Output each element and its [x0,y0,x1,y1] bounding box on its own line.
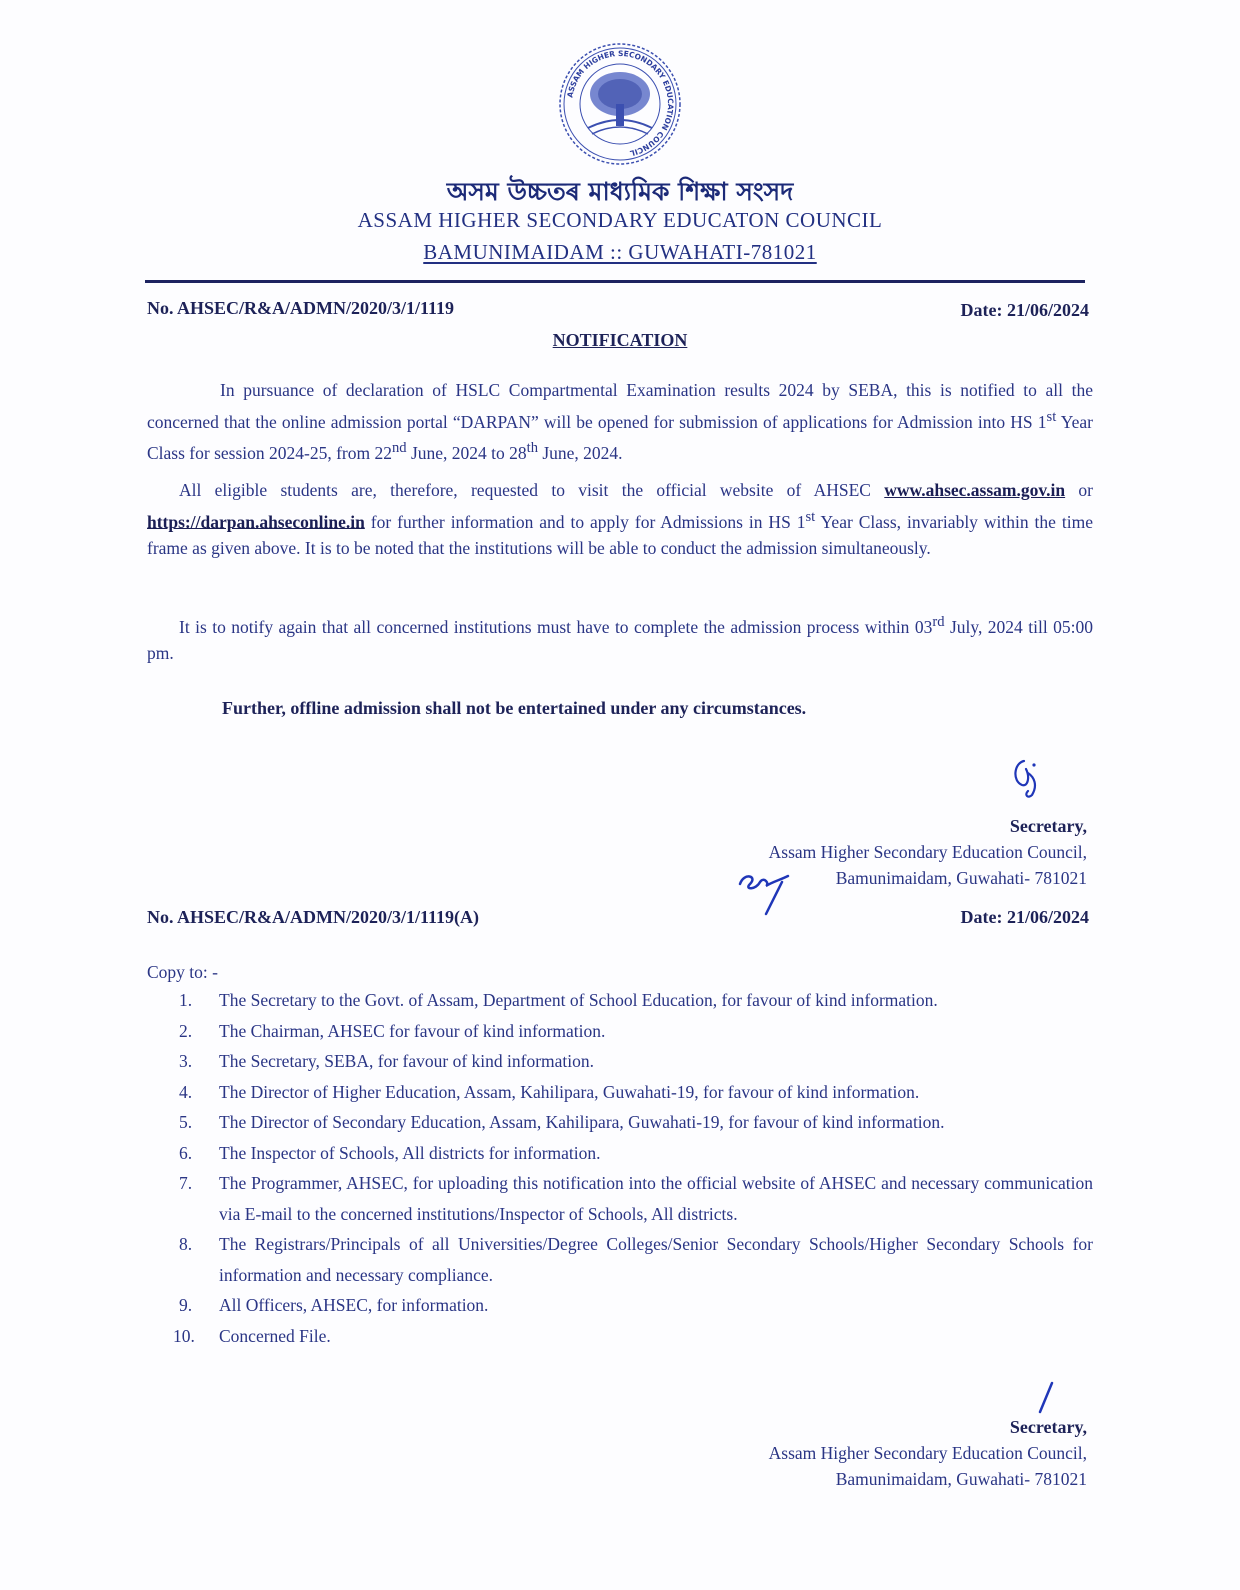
para2-text: or [1065,480,1094,500]
notification-title: NOTIFICATION [552,330,688,350]
endorsement-ref-no: No. AHSEC/R&A/ADMN/2020/3/1/1119(A) [147,907,480,927]
para1-text: Year Class for session 2024-25, from 22 [147,411,1093,463]
copy-list-item [147,1077,1093,1108]
copy-list-item [147,1321,1093,1352]
para2-sup: st [805,508,816,525]
copy-list-text: All Officers, AHSEC, for information. [219,1295,489,1315]
copy-list-item [147,1046,1093,1077]
copy-list-number: 1. [179,990,193,1010]
copy-list-text: The Secretary to the Govt. of Assam, Department of School Education, for favour of kind information. [219,990,938,1010]
council-name-assamese: অসম উচ্চতৰ মাধ্যমিক শিক্ষা সংসদ [446,177,794,206]
para1-sup: nd [391,439,407,456]
copy-list-item [147,1107,1093,1138]
paragraph-3 [147,609,1093,667]
notification-date: Date: 21/06/2024 [960,300,1089,320]
signatory-address: Bamunimaidam, Guwahati- 781021 [835,868,1087,888]
para3-text: It is to notify again that all concerned institutions must have to complete the admission process within 03 [179,616,933,637]
signature-stroke-icon [1036,1380,1056,1416]
paragraph-2 [147,477,1093,561]
para1-text: June, 2024. [537,442,623,463]
notification-ref-no: No. AHSEC/R&A/ADMN/2020/3/1/1119 [147,298,455,318]
copy-list-text: The Director of Higher Education, Assam, Kahilipara, Guwahati-19, for favour of kind information. [219,1081,920,1102]
offline-admission-notice: Further, offline admission shall not be entertained under any circumstances. [222,698,807,718]
copy-list-text: Concerned File. [219,1325,331,1346]
darpan-portal-link[interactable]: https://darpan.ahseconline.in [147,511,365,532]
signature-scribble-icon [1010,755,1050,805]
para3-text: July, 2024 till 05:00 pm. [147,616,1093,664]
para1-text: June, 2024 to 28 [406,442,527,463]
copy-list-number: 3. [179,1051,193,1071]
copy-list-item [147,1168,1093,1229]
copy-list-number: 2. [179,1020,193,1041]
ahsec-logo-icon [558,42,682,166]
initial-scribble-icon [736,868,798,918]
copy-list-text: The Director of Secondary Education, Assam, Kahilipara, Guwahati-19, for favour of kind information. [219,1112,945,1132]
copy-to-list [147,985,1093,1351]
copy-list-number: 10. [173,1325,195,1346]
copy-list-item [147,1290,1093,1321]
para1-sup: th [526,439,538,456]
copy-list-item [147,1138,1093,1169]
copy-list-text: The Secretary, SEBA, for favour of kind information. [219,1051,595,1071]
signatory-role: Secretary, [1009,816,1087,836]
council-address [0,240,1240,265]
copy-list-text: The Chairman, AHSEC for favour of kind information. [219,1020,606,1041]
ahsec-website-link[interactable]: www.ahsec.assam.gov.in [884,480,1066,500]
copy-list-text: The Registrars/Principals of all Universities/Degree Colleges/Senior Secondary Schools/Higher Secondary Schools for information and necessary compliance. [219,1234,1093,1285]
copy-list-number: 8. [179,1234,193,1254]
para2-text: All eligible students are, therefore, requested to visit the official website of AHSEC [179,480,885,500]
signature-block-1 [769,813,1087,891]
copy-list-number: 9. [179,1295,193,1315]
header-divider [145,280,1085,283]
copy-list-item [147,1229,1093,1290]
copy-list-text: The Programmer, AHSEC, for uploading this notification into the official website of AHSEC and necessary communication via E-mail to the concerned institutions/Inspector of Schools, All districts. [219,1173,1093,1224]
council-name-english: ASSAM HIGHER SECONDARY EDUCATON COUNCIL [357,208,883,232]
endorsement-date: Date: 21/06/2024 [960,907,1089,927]
logo-ring-text: ASSAM HIGHER SECONDARY EDUCATION COUNCIL [565,48,676,158]
signatory-org: Assam Higher Secondary Education Council, [768,842,1087,862]
copy-list-number: 5. [179,1112,193,1132]
para3-sup: rd [932,614,945,630]
signatory-address: Bamunimaidam, Guwahati- 781021 [835,1469,1087,1489]
copy-list-item [147,985,1093,1016]
paragraph-1 [147,377,1093,466]
signature-block-2 [769,1414,1087,1492]
para2-text: Year Class, invariably within the time frame as given above. It is to be noted that the institutions will be able to conduct the admission simultaneously. [147,511,1093,558]
copy-list-text: The Inspector of Schools, All districts for information. [219,1142,601,1163]
signatory-org: Assam Higher Secondary Education Council, [768,1443,1087,1463]
copy-list-number: 7. [179,1173,193,1193]
para1-sup: st [1046,408,1057,425]
para2-text: for further information and to apply for Admissions in HS 1 [364,511,806,532]
copy-list-item [147,1016,1093,1047]
copy-list-number: 4. [179,1081,193,1102]
council-address-text: BAMUNIMAIDAM :: GUWAHATI-781021 [423,240,817,264]
copy-list-number: 6. [179,1142,193,1163]
signatory-role: Secretary, [1009,1417,1087,1437]
para1-text: In pursuance of declaration of HSLC Compartmental Examination results 2024 by SEBA, this is notified to all the concerned that the online admission portal “DARPAN” will be opened for submission of applications for Admission into HS 1 [147,380,1093,432]
copy-to-label: Copy to: - [147,962,218,982]
